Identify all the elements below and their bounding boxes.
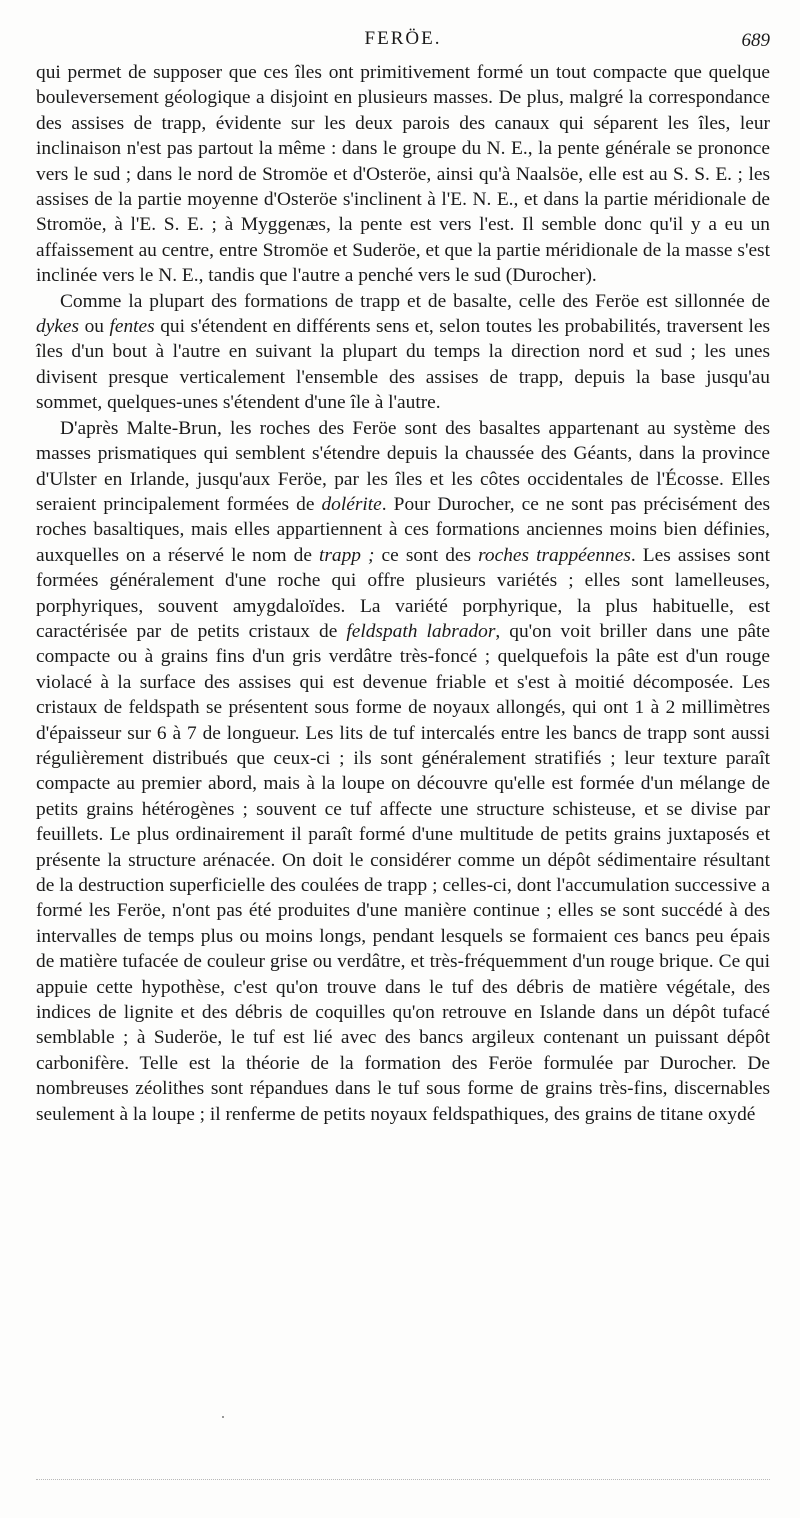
term-roches-trappeennes: roches trappéennes bbox=[478, 544, 631, 566]
print-speck bbox=[222, 1416, 224, 1418]
paragraph-text: . Les assises sont formées généralement d'une roche qui offre plusieurs variétés ; elles sont lamelleuses, porphyriques, souvent amygdaloïdes. La variété porphyrique, la plus habituelle, est caractérisée par de petits cristaux de bbox=[36, 544, 770, 642]
page-number: 689 bbox=[741, 30, 770, 51]
paragraph-text: Comme la plupart des formations de trapp et de basalte, celle des Feröe est sillonnée de bbox=[60, 290, 770, 312]
paragraph-text: qui s'étendent en différents sens et, selon toutes les probabilités, traversent les îles d'un bout à l'autre en suivant la plupart du temps la direction nord et sud ; les unes divisent presque verticalement l'ensemble des assises de trapp, depuis la base jusqu'au sommet, quelques-unes s'étendent d'une île à l'autre. bbox=[36, 316, 770, 414]
paragraph-malte-brun bbox=[36, 416, 770, 1127]
paragraph-text: . Pour Durocher, ce ne sont pas précisément des roches basaltiques, mais elles appartiennent à ces formations anciennes moins bien définies, auxquelles on a réservé le nom de bbox=[36, 493, 770, 566]
paragraph-text: qui permet de supposer que ces îles ont primitivement formé un tout compacte que quelque bouleversement géologique a disjoint en plusieurs masses. De plus, malgré la correspondance des assises de trapp, évidente sur les deux parois des canaux qui séparent les îles, leur inclinaison n'est pas partout la même : dans le groupe du N. E., la pente générale se prononce vers le sud ; dans le nord de Stromöe et d'Osteröe, ainsi qu'à Naalsöe, elle est au S. S. E. ; les assises de la partie moyenne d'Osteröe s'inclinent à l'E. N. E., et dans la partie méridionale de Stromöe, à l'E. S. E. ; à Myggenæs, la pente est vers l'est. Il semble donc qu'il y a eu un affaissement au centre, entre Stromöe et Suderöe, et que la partie méridionale de la masse s'est inclinée vers le N. E., tandis que l'autre a penché vers le sud (Durocher). bbox=[36, 62, 770, 287]
running-title: FERÖE. bbox=[364, 28, 442, 49]
term-dykes: dykes bbox=[36, 316, 80, 338]
term-dolerite: dolérite bbox=[321, 493, 382, 515]
term-feldspath-labrador: feldspath labrador bbox=[346, 620, 496, 642]
paragraph-text: ou bbox=[79, 316, 110, 338]
bottom-scan-artifact bbox=[36, 1479, 770, 1482]
paragraph-text: , qu'on voit briller dans une pâte compacte ou à grains fins d'un gris verdâtre très-foncé ; quelquefois la pâte est d'un rouge violacé à la surface des assises qui est devenue friable et s'est à moitié décomposée. Les cristaux de feldspath se présentent sous forme de noyaux allongés, qui ont 1 à 2 millimètres d'épaisseur sur 6 à 7 de longueur. Les lits de tuf intercalés entre les bancs de trapp sont aussi régulièrement distribués que ceux-ci ; ils sont généralement stratifiés ; leur texture paraît compacte au premier abord, mais à la loupe on découvre qu'elle est formée d'un mélange de petits grains hétérogènes ; souvent ce tuf affecte une structure schisteuse, et se divise par feuillets. Le plus ordinairement il paraît formé d'une multitude de petits grains juxtaposés et présente la structure arénacée. On doit le considérer comme un dépôt sédimentaire résultant de la destruction superficielle des coulées de trapp ; celles-ci, dont l'accumulation successive a formé les Feröe, n'ont pas été produites d'une manière continue ; elles se sont succédé à des intervalles de temps plus ou moins longs, pendant lesquels se formaient ces bancs peu épais de matière tufacée de couleur grise ou verdâtre, et très-fréquemment d'un rouge brique. Ce qui appuie cette hypothèse, c'est qu'on trouve dans le tuf des débris de matière végétale, des indices de lignite et des débris de coquilles qu'on retrouve en Islande dans un dépôt tufacé semblable ; à Suderöe, le tuf est lié avec des bancs argileux contenant un puissant dépôt carbonifère. Telle est la théorie de la formation des Feröe formulée par Durocher. De nombreuses zéolithes sont répandues dans le tuf sous forme de grains très-fins, discernables seulement à la loupe ; il renferme de petits noyaux feldspathiques, des grains de titane oxydé bbox=[36, 620, 770, 1125]
term-fentes: fentes bbox=[109, 316, 155, 338]
paragraph-dykes bbox=[36, 289, 770, 416]
body-text bbox=[36, 60, 770, 1127]
paragraph-text: ce sont des bbox=[374, 544, 479, 566]
paragraph-text: D'après Malte-Brun, les roches des Feröe sont des basaltes appartenant au système des masses prismatiques qui semblent s'étendre depuis la chaussée des Géants, dans la province d'Ulster en Irlande, jusqu'aux Feröe, par les îles et les côtes occidentales de l'Écosse. Elles seraient principalement formées de bbox=[36, 417, 770, 515]
paragraph-continued bbox=[36, 60, 770, 289]
running-header bbox=[36, 28, 770, 52]
term-trapp: trapp ; bbox=[318, 544, 375, 566]
